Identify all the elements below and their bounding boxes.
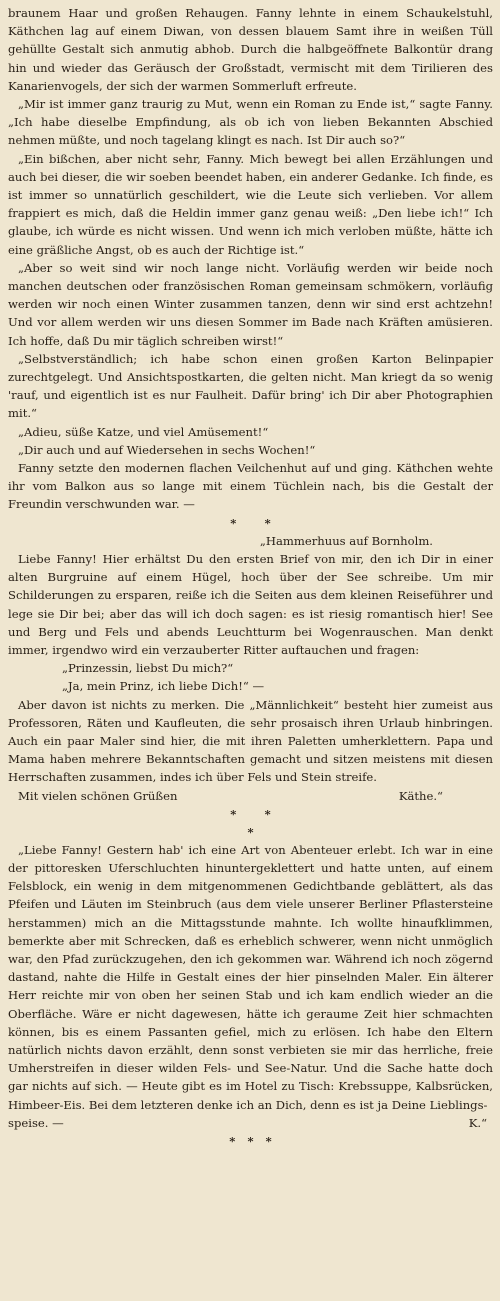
paragraph-fanny-sad: „Mir ist immer ganz traurig zu Mut, wenn ein Roman zu Ende ist,“ sagte Fanny. „Ich habe dieselbe Empfindung, als ob ich von lieben Bekannten Abschied nehmen müßte, und noch tagelang klingt es nach. Ist Dir auch so?“ bbox=[8, 97, 493, 148]
letter2-final-line bbox=[8, 1114, 493, 1132]
section-divider-1: * * bbox=[230, 515, 271, 530]
letter1-body-continued: Aber davon ist nichts zu merken. Die „Männlichkeit“ besteht hier zumeist aus Professoren, Räten und Kaufleuten, die sehr prosaisch ihren Urlaub hinbringen. Auch ein paar Maler sind hier, die mit ihren Paletten umherklettern. Papa und Mama haben mehrere Bekanntschaften gemacht und sitzen meistens mit diesen Herrschaften zusammen, indes ich über Fels und Stein streife. bbox=[8, 697, 493, 785]
letter2-body: „Liebe Fanny! Gestern hab' ich eine Art von Abenteuer erlebt. Ich war in eine der pittoresken Uferschluchten hinuntergeklettert und hatte unten, auf einem Felsblock, ein wenig in dem mitgenommenen Gedichtbande geblättert, als das Pfeifen und Läuten im Steinbruch (aus dem viele unserer Berliner Pflastersteine herstammen) mich an die Mittagsstunde mahnte. Ich wollte hinaufklimmen, bemerkte aber mit Schrecken, daß es erheblich schwerer, wenn nicht unmöglich war, den Pfad zurückzugehen, den ich gekommen war. Während ich noch zögernd dastand, nahte die Hilfe in Gestalt eines der hier pinselnden Maler. Ein älterer Herr reichte mir von oben her seinen Stab und ich kam endlich wieder an die Oberfläche. Wäre er nicht dagewesen, hätte ich geraume Zeit hier schmachten können, bis es einem Passanten gefiel, mich zu erlösen. Ich habe den Eltern natürlich nichts davon erzählt, denn sonst verbieten sie mir das herrliche, freie Umherstreifen in dieser wilden Fels- und See-Natur. Und die Sache hatte doch gar nichts auf sich. — Heute gibt es im Hotel zu Tisch: Krebssuppe, Kalbsrücken, Himbeer-Eis. Bei dem letzteren denke ich an Dich, denn es ist ja Deine Lieblings- bbox=[8, 842, 493, 1112]
letter2-last-word: speise. — bbox=[8, 1115, 64, 1130]
paragraph-kaethe-thoughts: „Ein bißchen, aber nicht sehr, Fanny. Mich bewegt bei allen Erzählungen und auch bei dieser, die wir soeben beendet haben, ein anderer Gedanke. Ich finde, es ist immer so unnatürlich geschildert, wie die Leute sich verlieben. Vor allem frappiert es mich, daß die Heldin immer ganz genau weiß: „Den liebe ich!“ Ich glaube, ich würde es nicht wissen. Und wenn ich mich verloben müßte, hätte ich eine gräßliche Angst, ob es auch der Richtige ist.“ bbox=[8, 151, 493, 257]
letter1-signature: Käthe.“ bbox=[398, 788, 443, 803]
letter1-quote-answer: „Ja, mein Prinz, ich liebe Dich!“ — bbox=[62, 679, 265, 694]
paragraph-departure: Fanny setzte den modernen flachen Veilchenhut auf und ging. Käthchen wehte ihr vom Balkon aus so lange mit einem Tüchlein nach, bis die Gestalt der Freundin verschwunden war. — bbox=[8, 461, 493, 512]
letter1-closing: Mit vielen schönen Grüßen bbox=[18, 788, 178, 803]
paragraph-intro: braunem Haar und großen Rehaugen. Fanny lehnte in einem Schaukelstuhl, Käthchen lag auf einem Diwan, von dessen blauem Samt ihre in weißen Tüll gehüllte Gestalt sich anmutig abhob. Durch die halbgeöffnete Balkontür drang hin und wieder das Geräusch der Großstadt, vermischt mit dem Tirilieren des Kanarienvogels, der sich der warmen Sommerluft erfreute. bbox=[8, 6, 493, 93]
letter1-body: Liebe Fanny! Hier erhältst Du den ersten Brief von mir, den ich Dir in einer alten Burgruine auf einem Hügel, hoch über der See schreibe. Um mir Schilderungen zu ersparen, reiße ich die Seiten aus dem kleinen Reiseführer und lege sie Dir bei; aber das will ich doch sagen: es ist riesig romantisch hier! See und Berg und Fels und abends Leuchtturm bei Wogenrauschen. Man denkt immer, irgendwo wird ein verzauberter Ritter auftauchen und fragen: bbox=[8, 551, 493, 657]
letter1-quote-question: „Prinzessin, liebst Du mich?“ bbox=[62, 661, 234, 676]
letter1-sign-off bbox=[8, 787, 493, 805]
paragraph-not-yet: „Aber so weit sind wir noch lange nicht. Vorläufig werden wir beide noch manchen deutschen oder französischen Roman gemeinsam schmökern, vorläufig werden wir noch einen Winter zusammen tanzen, denn wir sind erst achtzehn! Und vor allem werden wir uns diesen Sommer im Bade nach Kräften amüsieren. Ich hoffe, daß Du mir täglich schreiben wirst!“ bbox=[8, 260, 493, 348]
section-divider-3: * * * bbox=[229, 1133, 272, 1148]
section-divider-2b: * bbox=[247, 824, 254, 839]
paragraph-wiedersehen: „Dir auch und auf Wiedersehen in sechs Wochen!“ bbox=[18, 442, 316, 457]
letter1-heading: „Hammerhuus auf Bornholm. bbox=[259, 533, 433, 548]
paragraph-adieu: „Adieu, süße Katze, und viel Amüsement!“ bbox=[18, 424, 269, 439]
section-divider-2a: * * bbox=[230, 806, 271, 821]
letter2-signature: K.“ bbox=[468, 1115, 487, 1130]
paragraph-selbstverstaendlich: „Selbstverständlich; ich habe schon einen großen Karton Belinpapier zurechtgelegt. Und Ansichtspostkarten, die gelten nicht. Man kriegt da so wenig 'rauf, und eigentlich ist es nur Faulheit. Dafür bring' ich Dir aber Photographien mit.“ bbox=[8, 351, 493, 421]
